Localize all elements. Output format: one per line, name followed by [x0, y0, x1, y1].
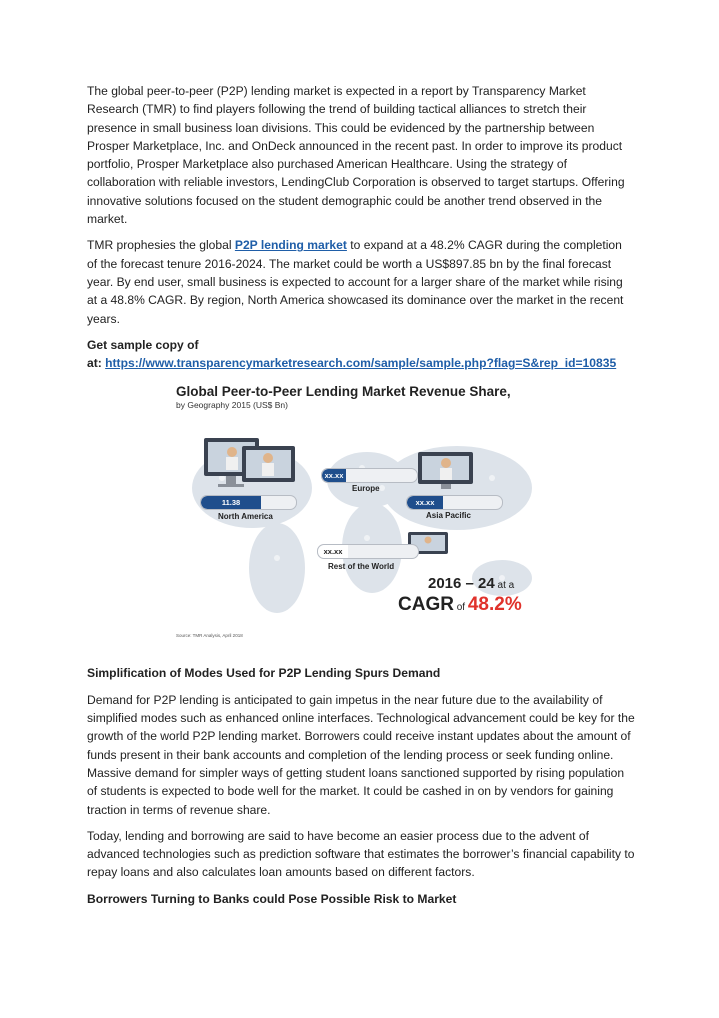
sample-line: [87, 354, 635, 372]
forecast-text-start: TMR prophesies the global: [87, 238, 235, 253]
infographic-source: Source: TMR Analysis, April 2018: [176, 633, 243, 639]
cagr-of-text: of: [453, 602, 468, 614]
asia-pacific-label: Asia Pacific: [426, 511, 471, 521]
rest-of-world-label: Rest of the World: [328, 562, 395, 572]
sample-link[interactable]: https://www.transparencymarketresearch.com/sample/sample.php?flag=S&rep_id=10835: [105, 356, 617, 371]
north-america-monitor-icon: [202, 436, 297, 494]
rest-of-world-bar: [317, 544, 419, 559]
sample-at-label: at:: [87, 356, 106, 371]
technology-paragraph: Today, lending and borrowing are said to have become an easier process due to the advent of advanced technologies such as prediction software that estimates the borrower’s financial capability to repay loans and also calculates loan amounts based on different factors.: [87, 828, 635, 880]
europe-value: xx.xx: [322, 469, 346, 482]
section-heading-simplification: Simplification of Modes Used for P2P Lending Spurs Demand: [87, 666, 441, 681]
north-america-bar: [200, 495, 297, 510]
asia-pacific-value: xx.xx: [407, 496, 443, 509]
sample-label: Get sample copy of: [87, 337, 199, 352]
infographic-title: Global Peer-to-Peer Lending Market Revenue Share,: [176, 384, 511, 400]
rest-of-world-value: xx.xx: [318, 545, 348, 558]
asia-pacific-bar: [406, 495, 503, 510]
asia-pacific-monitor-icon: [416, 450, 476, 492]
intro-paragraph: The global peer-to-peer (P2P) lending market is expected in a report by Transparency Market Research (TMR) to find players following the trend of building tactical alliances to stretch their presence in small business loan divisions. This could be evidenced by the partnership between Prosper Marketplace, Inc. and OnDeck announced in the recent past. In order to improve its product portfolio, Prosper Marketplace also purchased American Healthcare. Using the strategy of collaboration with reliable investors, LendingClub Corporation is observed to target startups. Offering innovative solutions focused on the student demographic could be another trend observed in the market.: [87, 84, 625, 227]
p2p-lending-market-link[interactable]: P2P lending market: [234, 238, 347, 253]
europe-label: Europe: [352, 484, 380, 494]
document-page: [87, 82, 635, 908]
north-america-label: North America: [218, 512, 273, 522]
north-america-value: 11.38: [201, 496, 261, 509]
revenue-share-infographic: [87, 378, 635, 656]
cagr-figure: [398, 594, 522, 616]
forecast-text-end: to expand at a 48.2% CAGR during the completion of the forecast tenure 2016-2024. The market could be worth a US$897.85 bn by the final forecast year. By end user, small business is expected to account for a larger share of the market while rising at a 48.8% CAGR. By region, North America showcased its dominance over the market in the recent years.: [87, 238, 624, 326]
cagr-at-text: at a: [494, 580, 515, 592]
cagr-period: [428, 575, 514, 592]
cagr-years: 2016 – 24: [428, 575, 495, 593]
section-heading-borrowers: Borrowers Turning to Banks could Pose Possible Risk to Market: [87, 891, 457, 906]
forecast-paragraph: [87, 236, 635, 327]
infographic-subtitle: by Geography 2015 (US$ Bn): [176, 400, 288, 411]
cagr-label: CAGR: [398, 594, 454, 616]
cagr-value: 48.2%: [467, 594, 522, 616]
demand-paragraph: Demand for P2P lending is anticipated to gain impetus in the near future due to the availability of simplified modes such as enhanced online interfaces. Technological advancement could be key for the growth of the world P2P lending market. Borrowers could receive instant updates about the amount of funds present in their bank accounts and completion of the lending process or seek funding online. Massive demand for simpler ways of getting student loans sanctioned supported by rising population of students is expected to bode well for the market. It could be cashed in on by vendors for gaining traction in terms of revenue share.: [87, 692, 635, 817]
europe-bar: [321, 468, 418, 483]
